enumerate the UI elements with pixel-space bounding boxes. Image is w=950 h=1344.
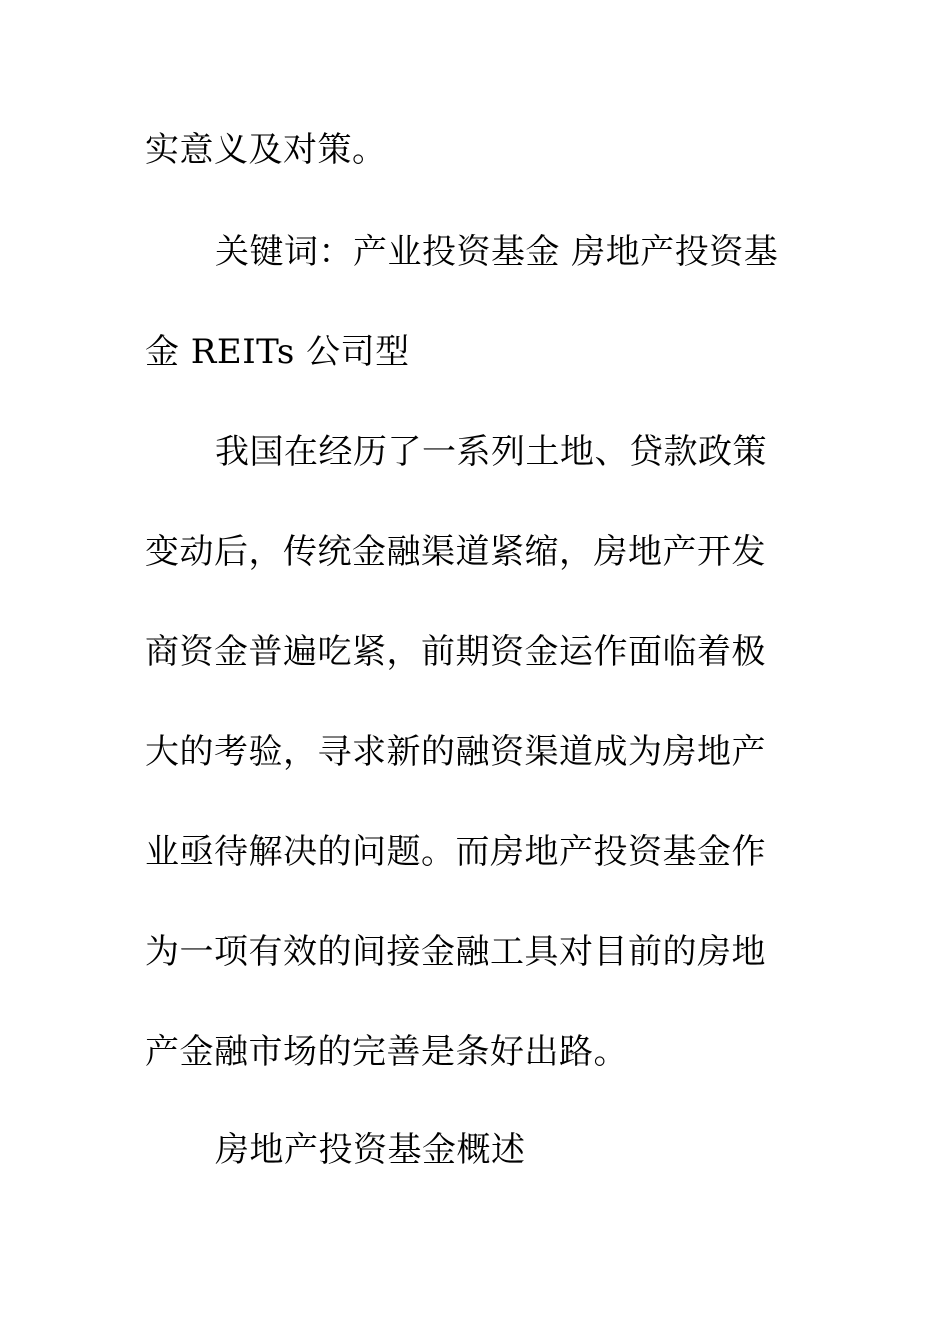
paragraph-line: 我国在经历了一系列土地、贷款政策 — [215, 432, 767, 472]
paragraph-line: 大的考验，寻求新的融资渠道成为房地产 — [145, 732, 766, 772]
paragraph-line: 业亟待解决的问题。而房地产投资基金作 — [145, 832, 766, 872]
keywords-line: 关键词：产业投资基金 房地产投资基 — [215, 232, 779, 272]
paragraph-line: 为一项有效的间接金融工具对目前的房地 — [145, 932, 766, 972]
paragraph-line: 变动后，传统金融渠道紧缩，房地产开发 — [145, 532, 766, 572]
paragraph-line: 产金融市场的完善是条好出路。 — [145, 1032, 628, 1072]
paragraph-line: 实意义及对策。 — [145, 130, 387, 170]
section-heading: 房地产投资基金概述 — [215, 1130, 526, 1170]
keywords-line: 金 REITs 公司型 — [145, 332, 410, 372]
paragraph-line: 商资金普遍吃紧，前期资金运作面临着极 — [145, 632, 766, 672]
